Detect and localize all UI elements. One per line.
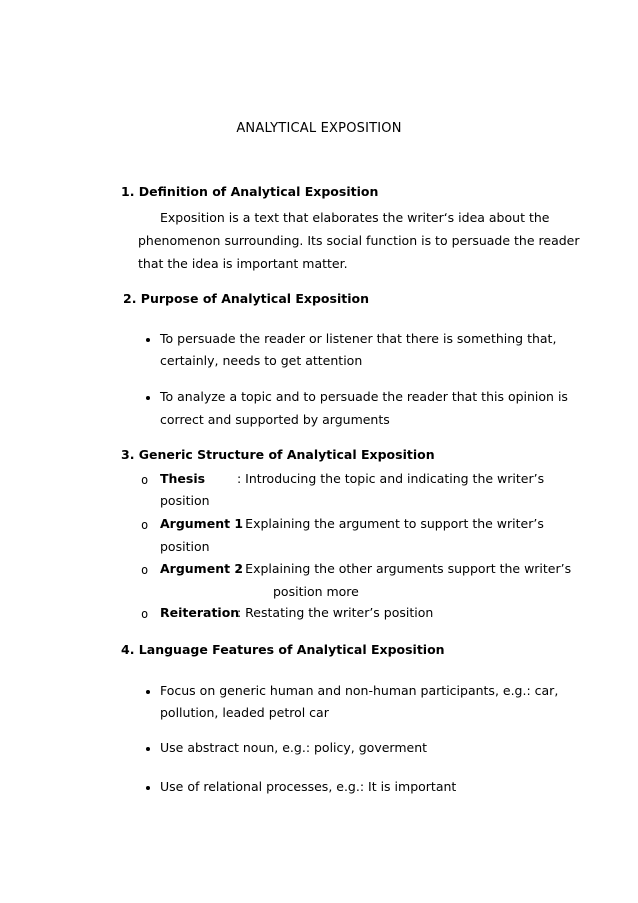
circle-bullet-icon: o bbox=[141, 473, 149, 487]
section-2-bullet-1-line-2: certainly, needs to get attention bbox=[160, 353, 363, 368]
section-1-line-1: Exposition is a text that elaborates the writer‘s idea about the bbox=[160, 210, 550, 225]
section-1-line-2: phenomenon surrounding. Its social function is to persuade the reader bbox=[138, 233, 580, 248]
structure-desc-thesis-cont: position bbox=[160, 493, 210, 508]
structure-desc-argument-2-cont: position more bbox=[273, 584, 359, 599]
bullet-icon bbox=[146, 396, 150, 400]
bullet-icon bbox=[146, 786, 150, 790]
section-1-heading: 1. Definition of Analytical Exposition bbox=[121, 184, 379, 199]
bullet-icon bbox=[146, 690, 150, 694]
circle-bullet-icon: o bbox=[141, 518, 149, 532]
section-4-bullet-2-line-1: Use abstract noun, e.g.: policy, goverment bbox=[160, 740, 428, 755]
structure-desc-thesis: : Introducing the topic and indicating the writer’s bbox=[237, 471, 545, 486]
structure-term-argument-1: Argument 1 bbox=[160, 516, 244, 531]
section-2-bullet-2-line-1: To analyze a topic and to persuade the reader that this opinion is bbox=[160, 389, 568, 404]
structure-desc-argument-1: : Explaining the argument to support the writer’s bbox=[237, 516, 544, 531]
section-4-bullet-1-line-1: Focus on generic human and non-human participants, e.g.: car, bbox=[160, 683, 559, 698]
section-3-heading: 3. Generic Structure of Analytical Exposition bbox=[121, 447, 435, 462]
section-4-bullet-1-line-2: pollution, leaded petrol car bbox=[160, 705, 329, 720]
structure-term-reiteration: Reiteration bbox=[160, 605, 240, 620]
section-2-heading: 2. Purpose of Analytical Exposition bbox=[123, 291, 369, 306]
circle-bullet-icon: o bbox=[141, 607, 149, 621]
page-title: ANALYTICAL EXPOSITION bbox=[236, 121, 402, 136]
structure-term-argument-2: Argument 2 bbox=[160, 561, 244, 576]
bullet-icon bbox=[146, 338, 150, 342]
section-2-bullet-2-line-2: correct and supported by arguments bbox=[160, 412, 390, 427]
circle-bullet-icon: o bbox=[141, 563, 149, 577]
section-4-heading: 4. Language Features of Analytical Exposition bbox=[121, 642, 445, 657]
section-1-line-3: that the idea is important matter. bbox=[138, 256, 348, 271]
section-2-bullet-1-line-1: To persuade the reader or listener that there is something that, bbox=[160, 331, 557, 346]
structure-term-thesis: Thesis bbox=[160, 471, 206, 486]
structure-desc-argument-2: : Explaining the other arguments support the writer’s bbox=[237, 561, 572, 576]
bullet-icon bbox=[146, 747, 150, 751]
structure-desc-argument-1-cont: position bbox=[160, 539, 210, 554]
section-4-bullet-3-line-1: Use of relational processes, e.g.: It is important bbox=[160, 779, 457, 794]
structure-desc-reiteration: : Restating the writer’s position bbox=[237, 605, 434, 620]
